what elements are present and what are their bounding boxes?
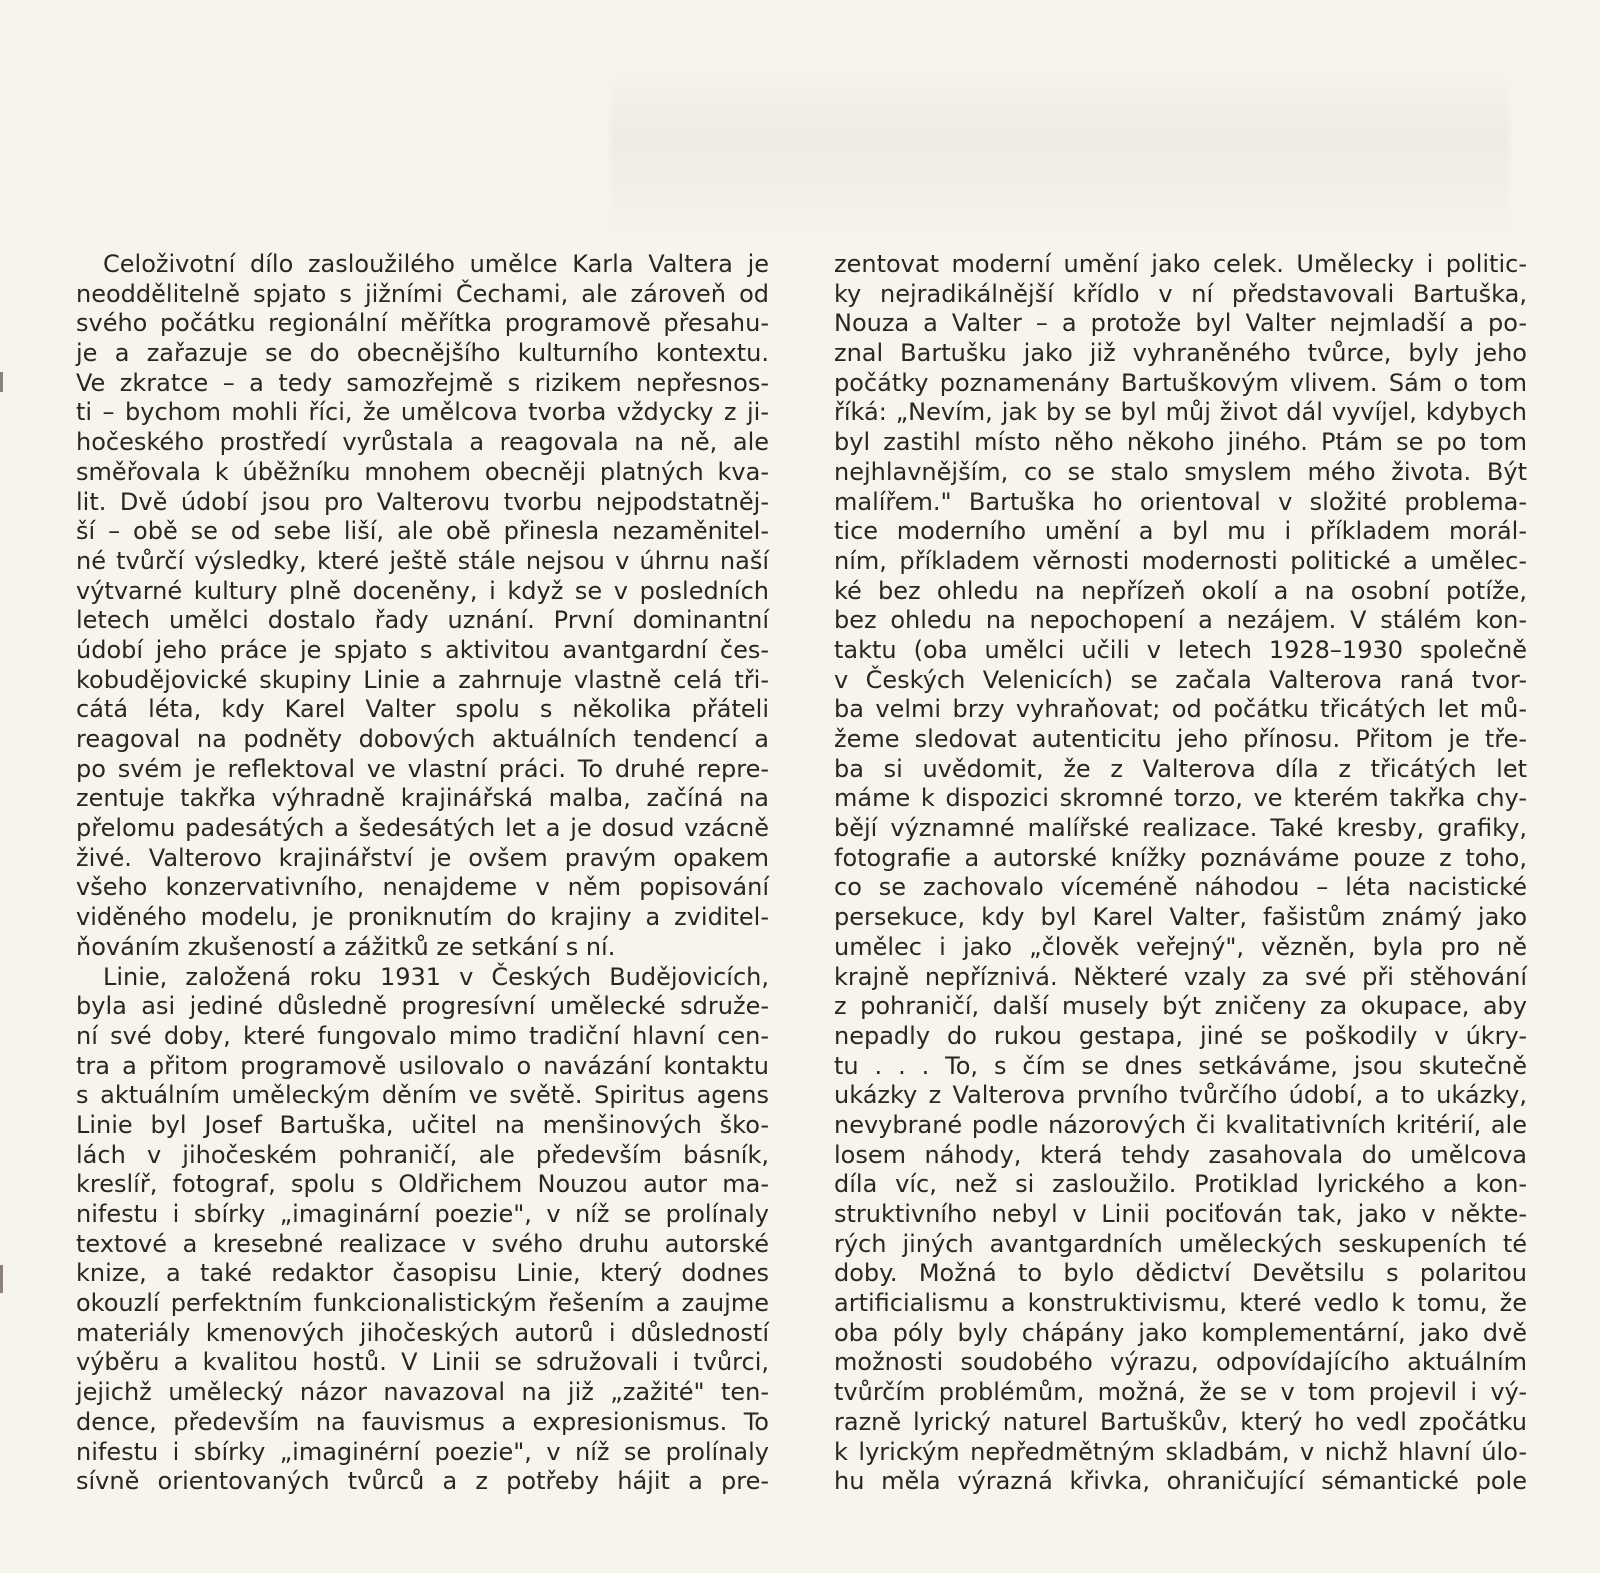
text-line: přelomu padesátých a šedesátých let a je dosud vzácně <box>76 814 769 843</box>
text-line: textové a kresebné realizace v svého druhu autorské <box>76 1229 769 1258</box>
text-line: živé. Valterovo krajinářství je ovšem pravým opakem <box>76 843 769 872</box>
text-line: rých jiných avantgardních uměleckých seskupeních té <box>834 1229 1527 1258</box>
text-line: říká: „Nevím, jak by se byl můj život dál vyvíjel, kdybych <box>834 398 1527 427</box>
text-line: letech umělci dostalo řady uznání. První dominantní <box>76 606 769 635</box>
text-line: cátá léta, kdy Karel Valter spolu s několika přáteli <box>76 695 769 724</box>
text-line: razně lyrický naturel Bartuškův, který ho vedl zpočátku <box>834 1407 1527 1436</box>
text-line: kreslíř, fotograf, spolu s Oldřichem Nouzou autor ma- <box>76 1170 769 1199</box>
text-line: Nouza a Valter – a protože byl Valter nejmladší a po- <box>834 309 1527 338</box>
text-line: nifestu i sbírky „imaginérní poezie", v níž se prolínaly <box>76 1437 769 1466</box>
text-line: nifestu i sbírky „imaginární poezie", v níž se prolínaly <box>76 1200 769 1228</box>
text-line: artificialismu a konstruktivismu, které vedlo k tomu, že <box>834 1289 1527 1318</box>
text-line: díla víc, než si zasloužilo. Protiklad lyrického a kon- <box>834 1170 1527 1199</box>
text-line: Linie byl Josef Bartuška, učitel na menšinových ško- <box>76 1110 769 1139</box>
text-line: zentovat moderní umění jako celek. Umělecky i politic- <box>834 250 1527 278</box>
text-line: je a zařazuje se do obecnějšího kulturního kontextu. <box>76 339 769 368</box>
page-edge-mark <box>0 372 3 392</box>
text-line: ňováním zkušeností a zážitků ze setkání s ní. <box>76 932 616 961</box>
text-line: umělec i jako „člověk veřejný", vězněn, byla pro ně <box>834 932 1527 961</box>
text-line: hočeského prostředí vyrůstala a reagovala na ně, ale <box>76 428 769 457</box>
text-line: po svém je reflektoval ve vlastní práci. To druhé repre- <box>76 754 769 783</box>
text-line: možnosti soudobého výrazu, odpovídajícího aktuálním <box>834 1348 1527 1377</box>
text-line: bez ohledu na nepochopení a nezájem. V stálém kon- <box>834 606 1527 635</box>
left-text-column <box>76 250 769 1497</box>
text-line: ky nejradikálnější křídlo v ní představovali Bartuška, <box>834 279 1527 308</box>
text-line: dence, především na fauvismus a expresionismus. To <box>76 1407 769 1436</box>
text-line: oba póly byly chápány jako komplementární, jako dvě <box>834 1318 1527 1347</box>
text-line: ba velmi brzy vyhraňovat; od počátku třicátých let mů- <box>834 695 1527 724</box>
text-line: ké bez ohledu na nepřízeň okolí a na osobní potíže, <box>834 576 1527 605</box>
text-line: knize, a také redaktor časopisu Linie, který dodnes <box>76 1259 769 1288</box>
text-line: tra a přitom programově usilovalo o navázání kontaktu <box>76 1051 769 1080</box>
text-line: žeme sledovat autenticitu jeho přínosu. Přitom je tře- <box>834 725 1527 753</box>
text-line: materiály kmenových jihočeských autorů i důsledností <box>76 1318 769 1347</box>
text-line: bějí významné malířské realizace. Také kresby, grafiky, <box>834 814 1527 843</box>
text-line: ní své doby, které fungovalo mimo tradiční hlavní cen- <box>76 1021 769 1050</box>
text-line: byla asi jediné důsledně progresívní umělecké sdruže- <box>76 992 769 1021</box>
text-line: hu měla výrazná křivka, ohraničující sémantické pole <box>834 1467 1527 1496</box>
text-line: ti – bychom mohli říci, že umělcova tvorba vždycky z ji- <box>76 398 769 427</box>
text-line: tu . . . To, s čím se dnes setkáváme, jsou skutečně <box>834 1051 1527 1080</box>
text-line: výtvarné kultury plně doceněny, i když se v posledních <box>76 576 769 605</box>
text-line: směřovala k úběžníku mnohem obecněji platných kva- <box>76 457 769 486</box>
text-line: doby. Možná to bylo dědictví Devětsilu s polaritou <box>834 1259 1527 1288</box>
text-line: lách v jihočeském pohraničí, ale především básník, <box>76 1140 769 1169</box>
text-line: neoddělitelně spjato s jižními Čechami, ale zároveň od <box>76 279 769 308</box>
text-line: svého počátku regionální měřítka programově přesahu- <box>76 309 769 338</box>
text-line: ba si uvědomit, že z Valterova díla z třicátých let <box>834 754 1527 783</box>
text-line: nepadly do rukou gestapa, jiné se poškodily v úkry- <box>834 1021 1527 1050</box>
text-line: Celoživotní dílo zasloužilého umělce Karla Valtera je <box>103 250 769 278</box>
text-line: byl zastihl místo něho někoho jiného. Ptám se po tom <box>834 428 1527 457</box>
text-line: kobudějovické skupiny Linie a zahrnuje vlastně celá tři- <box>76 665 769 694</box>
right-text-column <box>834 250 1527 1497</box>
text-line: krajně nepříznivá. Některé vzaly za své při stěhování <box>834 962 1527 991</box>
text-line: výběru a kvalitou hostů. V Linii se sdružovali i tvůrci, <box>76 1348 769 1377</box>
text-line: reagoval na podněty dobových aktuálních tendencí a <box>76 725 769 753</box>
text-line: nejhlavnějším, co se stalo smyslem mého života. Být <box>834 457 1527 486</box>
text-line: znal Bartušku jako již vyhraněného tvůrce, byly jeho <box>834 339 1527 368</box>
text-line: struktivního nebyl v Linii pociťován tak, jako v někte- <box>834 1200 1527 1228</box>
text-line: lit. Dvě údobí jsou pro Valterovu tvorbu nejpodstatněj- <box>76 487 769 516</box>
text-line: Linie, založená roku 1931 v Českých Budějovicích, <box>103 962 769 991</box>
text-line: Ve zkratce – a tedy samozřejmě s rizikem nepřesnos- <box>76 368 769 397</box>
text-line: máme k dispozici skromné torzo, ve kterém takřka chy- <box>834 784 1527 813</box>
text-line: co se zachovalo víceméně náhodou – léta nacistické <box>834 873 1527 902</box>
text-line: nevybrané podle názorových či kvalitativních kritérií, ale <box>834 1110 1527 1139</box>
text-line: fotografie a autorské knížky poznáváme pouze z toho, <box>834 843 1527 872</box>
text-line: z pohraničí, další musely být zničeny za okupace, aby <box>834 992 1527 1021</box>
text-line: okouzlí perfektním funkcionalistickým řešením a zaujme <box>76 1289 769 1318</box>
text-line: né tvůrčí výsledky, které ještě stále nejsou v úhrnu naší <box>76 546 769 575</box>
bleed-through-shadow <box>610 70 1510 240</box>
text-line: ší – obě se od sebe liší, ale obě přinesla nezaměnitel- <box>76 517 769 546</box>
text-line: ukázky z Valterova prvního tvůrčího údobí, a to ukázky, <box>834 1081 1527 1110</box>
text-line: zentuje takřka výhradně krajinářská malba, začíná na <box>76 784 769 813</box>
text-line: taktu (oba umělci učili v letech 1928–1930 společně <box>834 635 1527 664</box>
text-line: tvůrčím problémům, možná, že se v tom projevil i vý- <box>834 1378 1527 1407</box>
text-line: malířem." Bartuška ho orientoval v složité problema- <box>834 487 1527 516</box>
text-line: losem náhody, která tehdy zasahovala do umělcova <box>834 1140 1527 1169</box>
page-edge-mark <box>0 1265 3 1293</box>
text-line: s aktuálním uměleckým děním ve světě. Spiritus agens <box>76 1081 769 1110</box>
text-line: tice moderního umění a byl mu i příkladem morál- <box>834 517 1527 546</box>
text-line: v Českých Velenicích) se začala Valterova raná tvor- <box>834 665 1527 694</box>
text-line: počátky poznamenány Bartuškovým vlivem. Sám o tom <box>834 368 1527 397</box>
text-line: sívně orientovaných tvůrců a z potřeby hájit a pre- <box>76 1467 769 1496</box>
text-line: ním, příkladem věrnosti modernosti politické a umělec- <box>834 546 1527 575</box>
text-line: viděného modelu, je proniknutím do krajiny a zviditel- <box>76 903 769 932</box>
text-line: persekuce, kdy byl Karel Valter, fašistům známý jako <box>834 903 1527 932</box>
text-line: k lyrickým nepředmětným skladbám, v nichž hlavní úlo- <box>834 1437 1527 1466</box>
text-line: jejichž umělecký názor navazoval na již „zažité" ten- <box>76 1378 769 1407</box>
text-line: všeho konzervativního, nenajdeme v něm popisování <box>76 873 769 902</box>
text-line: údobí jeho práce je spjato s aktivitou avantgardní čes- <box>76 635 769 664</box>
